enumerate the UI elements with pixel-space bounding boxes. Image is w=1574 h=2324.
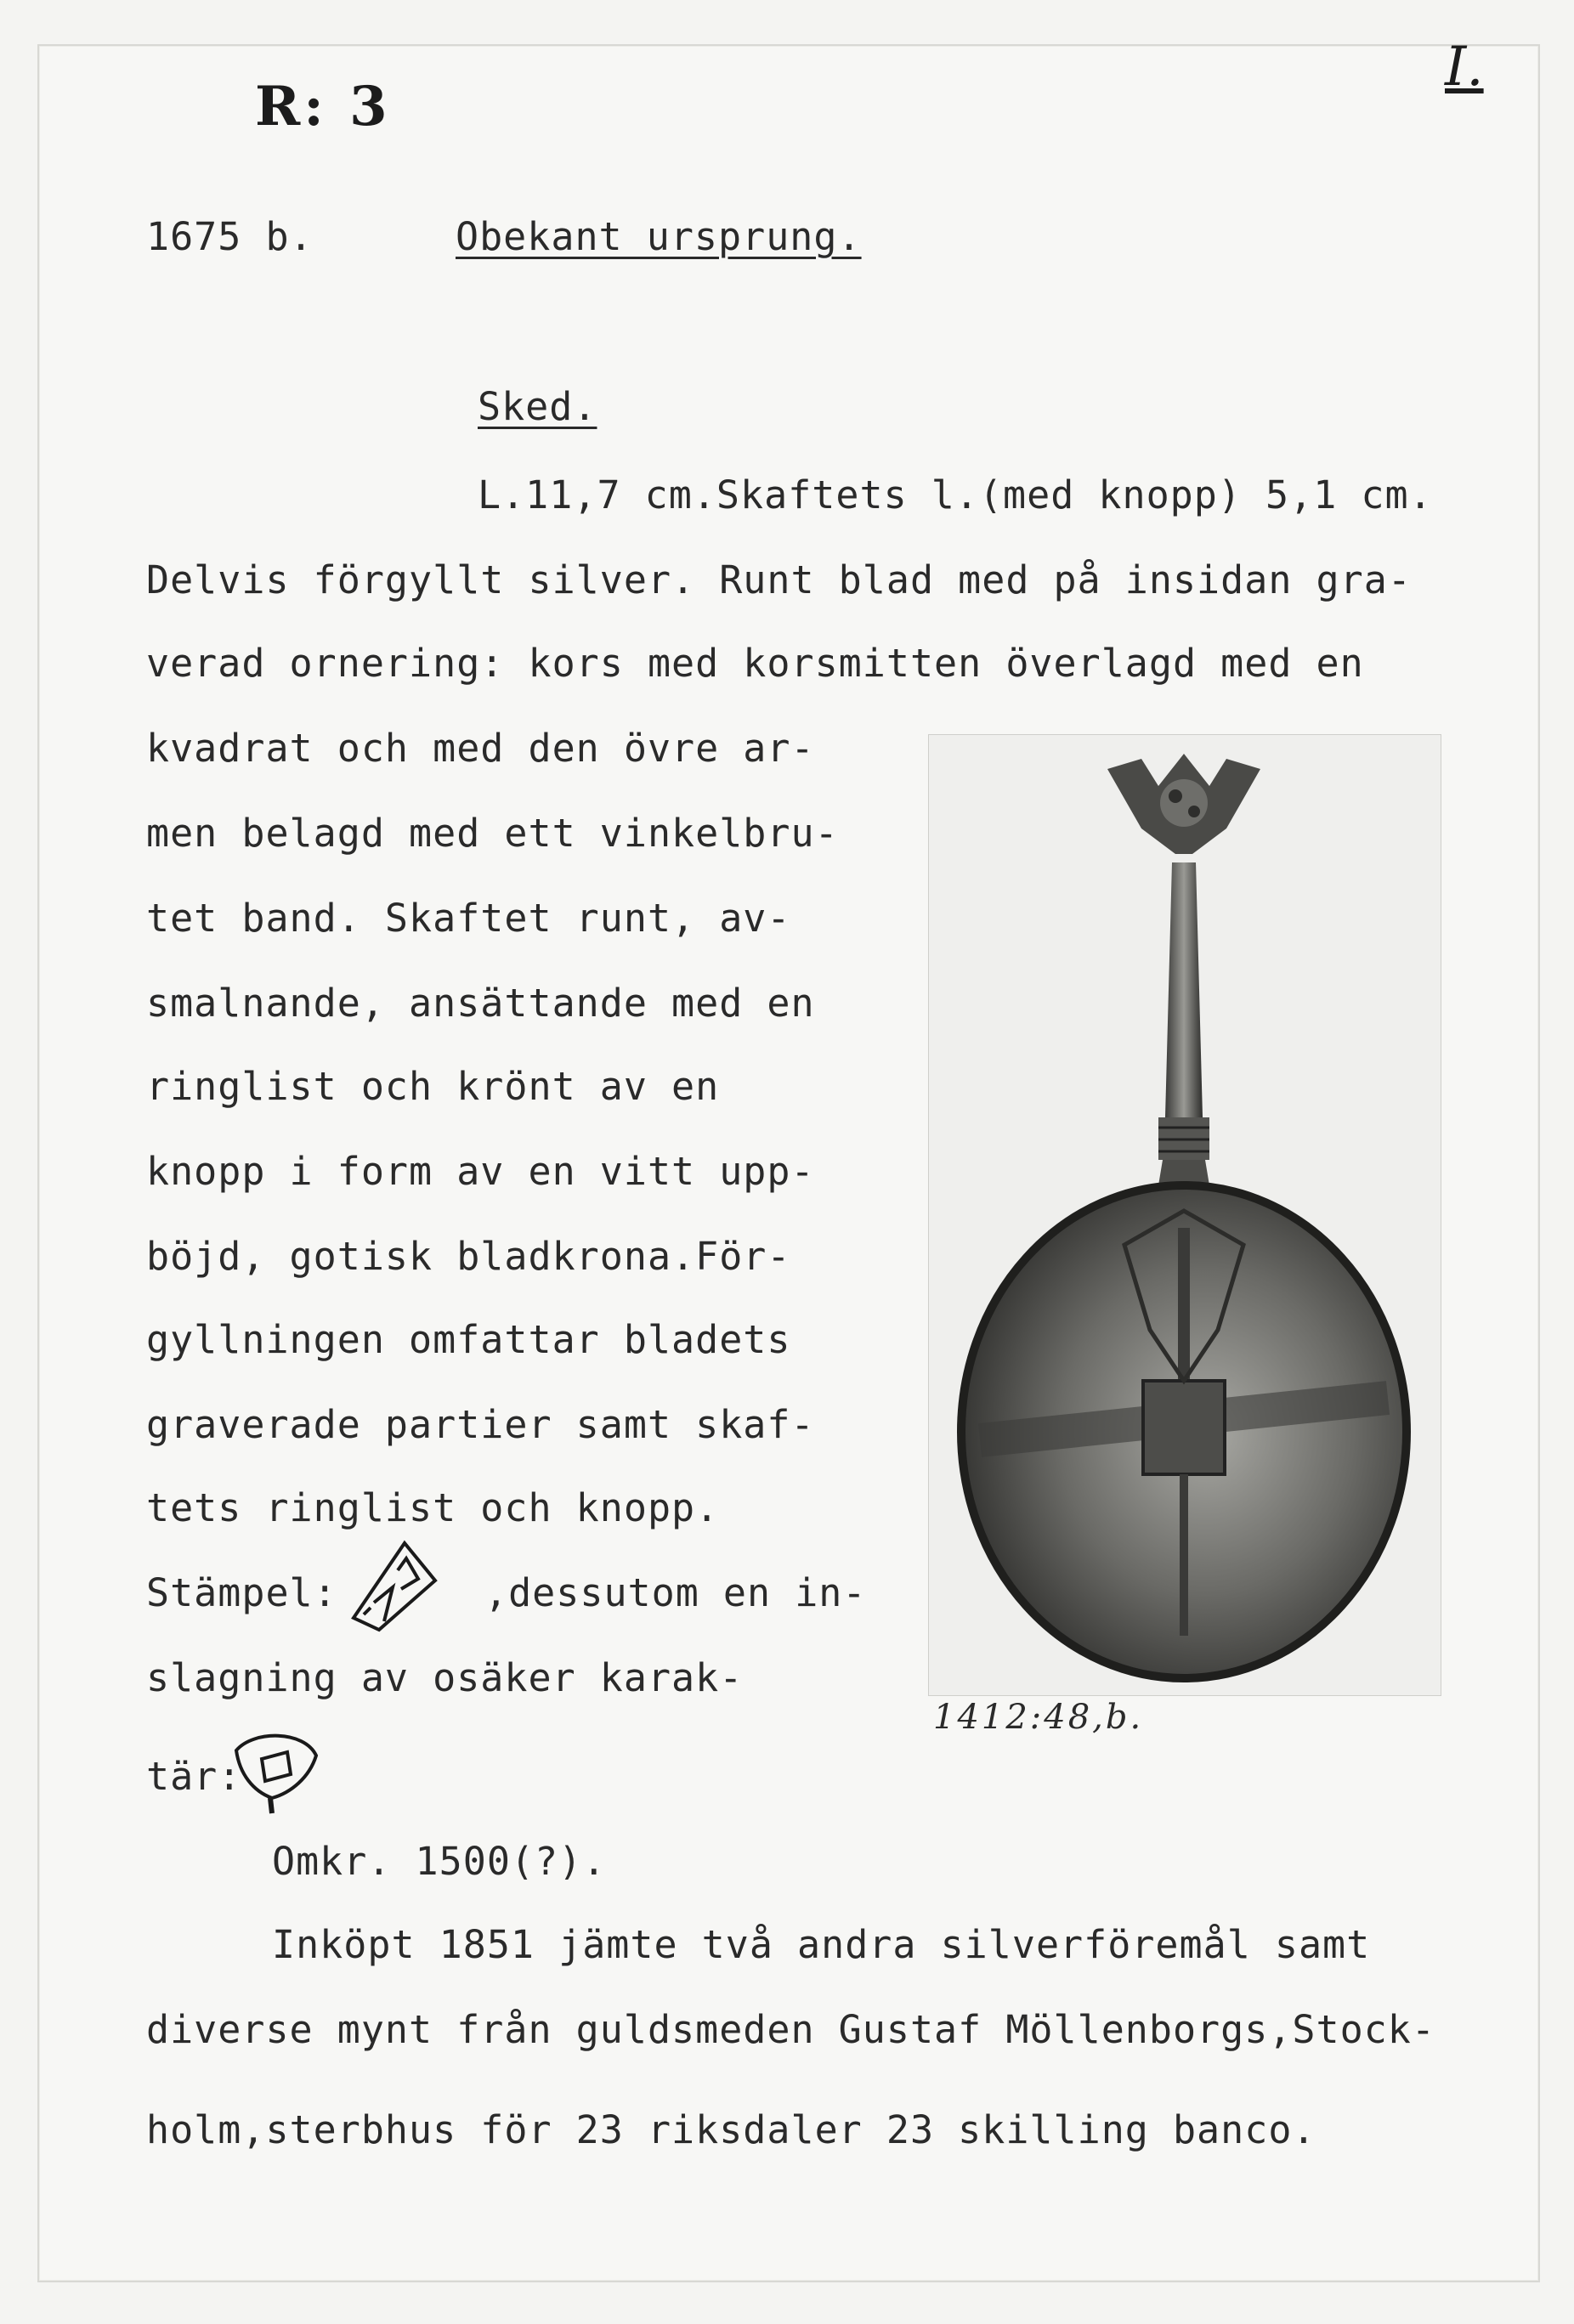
- second-stamp-icon: [228, 1725, 323, 1817]
- photo-caption: 1412:48,b.: [933, 1698, 1144, 1737]
- text-line: gyllningen omfattar bladets: [146, 1317, 791, 1362]
- text-line: tet band. Skaftet runt, av-: [146, 896, 791, 941]
- text-line: graverade partier samt skaf-: [146, 1402, 815, 1447]
- text-line: diverse mynt från guldsmeden Gustaf Möllenborgs,Stock-: [146, 2007, 1435, 2052]
- object-title: Sked.: [478, 384, 597, 429]
- text-line: Delvis förgyllt silver. Runt blad med på insidan gra-: [146, 557, 1412, 602]
- spoon-photograph: [928, 734, 1441, 1696]
- text-line: ,dessutom en in-: [484, 1570, 867, 1615]
- text-line: L.11,7 cm.Skaftets l.(med knopp) 5,1 cm.: [478, 472, 1433, 517]
- text-line: slagning av osäker karak-: [146, 1655, 744, 1700]
- spoon-image: [929, 735, 1441, 1695]
- origin-heading: Obekant ursprung.: [456, 214, 862, 259]
- text-line: verad ornering: kors med korsmitten överlagd med en: [146, 641, 1364, 686]
- page-number: I.: [1445, 36, 1484, 99]
- catalog-number: 1675 b.: [146, 214, 314, 259]
- text-line: tets ringlist och knopp.: [146, 1485, 720, 1530]
- text-line: Stämpel:: [146, 1570, 337, 1615]
- registry-mark: R: 3: [255, 75, 391, 139]
- text-line: knopp i form av en vitt upp-: [146, 1149, 815, 1194]
- text-line: tär:: [146, 1754, 242, 1799]
- hallmark-stamp-icon: [345, 1536, 440, 1637]
- text-line: smalnande, ansättande med en: [146, 981, 815, 1026]
- text-line: ringlist och krönt av en: [146, 1064, 720, 1109]
- text-line: men belagd med ett vinkelbru-: [146, 811, 839, 856]
- text-line: kvadrat och med den övre ar-: [146, 726, 815, 771]
- text-line: böjd, gotisk bladkrona.För-: [146, 1234, 791, 1279]
- text-line: holm,sterbhus för 23 riksdaler 23 skilling banco.: [146, 2107, 1316, 2152]
- text-line: Omkr. 1500(?).: [272, 1839, 607, 1884]
- text-line: Inköpt 1851 jämte två andra silverföremål samt: [272, 1922, 1371, 1967]
